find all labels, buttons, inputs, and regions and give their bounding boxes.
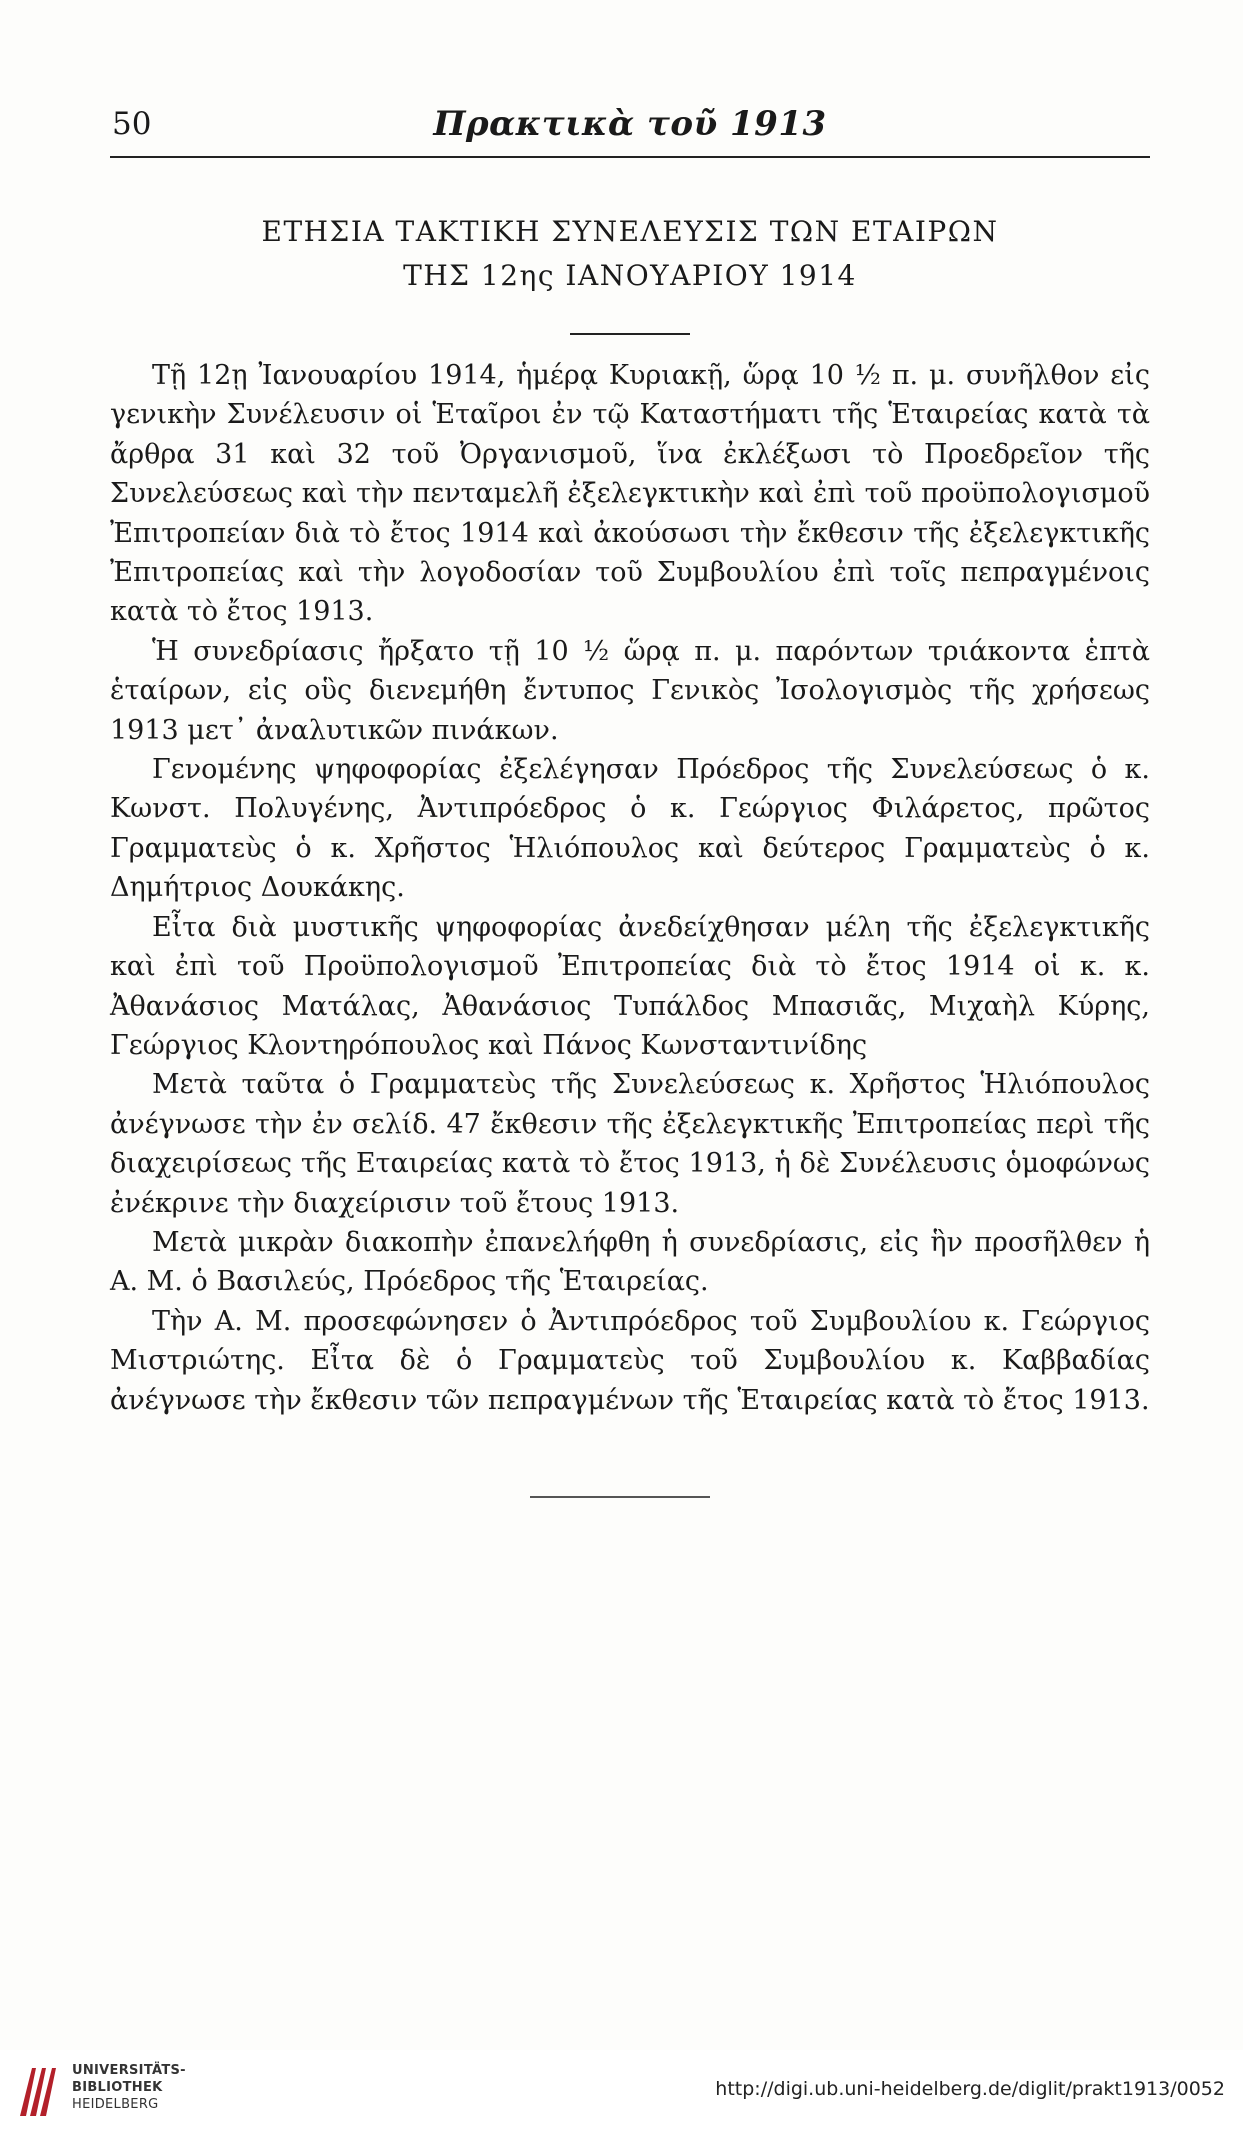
running-title: Πρακτικὰ τοῦ 1913	[433, 104, 827, 144]
paragraph: Μετὰ μικρὰν διακοπὴν ἐπανελήφθη ἡ συνεδρίασις, εἰς ἣν προσῆλθεν ἡ Α. Μ. ὁ Βασιλεύς, Πρόεδρος τῆς Ἑταιρείας.	[110, 1226, 1150, 1298]
section-title	[110, 210, 1150, 298]
page-header	[110, 100, 1150, 150]
title-line-1: ΕΤΗΣΙΑ ΤΑΚΤΙΚΗ ΣΥΝΕΛΕΥΣΙΣ ΤΩΝ ΕΤΑΙΡΩΝ	[261, 215, 999, 248]
title-line-2: ΤΗΣ 12ης ΙΑΝΟΥΑΡΙΟΥ 1914	[403, 259, 857, 292]
source-url-link[interactable]: http://digi.ub.uni-heidelberg.de/diglit/prakt1913/0052	[715, 2078, 1225, 2100]
digitization-footer	[0, 2050, 1243, 2132]
library-name-line: HEIDELBERG	[72, 2097, 159, 2112]
library-name-line: BIBLIOTHEK	[72, 2080, 163, 2095]
title-divider	[570, 333, 690, 335]
paragraph: Εἶτα διὰ μυστικῆς ψηφοφορίας ἀνεδείχθησαν μέλη τῆς ἐξελεγκτικῆς καὶ ἐπὶ τοῦ Προϋπολογισμοῦ Ἐπιτροπείας διὰ τὸ ἔτος 1914 οἱ κ. κ. Ἀθανάσιος Ματάλας, Ἀθανάσιος Τυπάλδος Μπασιᾶς, Μιχαὴλ Κύρης, Γεώργιος Κλοντηρόπουλος καὶ Πάνος Κωνσταντινίδης	[110, 911, 1150, 1061]
library-name-line: UNIVERSITÄTS-	[72, 2063, 186, 2078]
paragraph: Μετὰ ταῦτα ὁ Γραμματεὺς τῆς Συνελεύσεως κ. Χρῆστος Ἡλιόπουλος ἀνέγνωσε τὴν ἐν σελίδ. 47 ἔκθεσιν τῆς ἐξελεγκτικῆς Ἐπιτροπείας περὶ τῆς διαχειρίσεως τῆς Εταιρείας κατὰ τὸ ἔτος 1913, ἡ δὲ Συνέλευσις ὁμοφώνως ἐνέκρινε τὴν διαχείρισιν τοῦ ἔτους 1913.	[110, 1069, 1150, 1219]
paragraph: Γενομένης ψηφοφορίας ἐξελέγησαν Πρόεδρος τῆς Συνελεύσεως ὁ κ. Κωνστ. Πολυγένης, Ἀντιπρόεδρος ὁ κ. Γεώργιος Φιλάρετος, πρῶτος Γραμματεὺς ὁ κ. Χρῆστος Ἡλιόπουλος καὶ δεύτερος Γραμματεὺς ὁ κ. Δημήτριος Δουκάκης.	[110, 754, 1150, 904]
library-logo-icon	[14, 2060, 60, 2122]
paragraph: Τῇ 12ῃ Ἰανουαρίου 1914, ἡμέρᾳ Κυριακῇ, ὥρᾳ 10 ½ π. μ. συνῆλθον εἰς γενικὴν Συνέλευσιν οἱ Ἑταῖροι ἐν τῷ Καταστήματι τῆς Ἑταιρείας κατὰ τὰ ἄρθρα 31 καὶ 32 τοῦ Ὀργανισμοῦ, ἵνα ἐκλέξωσι τὸ Προεδρεῖον τῆς Συνελεύσεως καὶ τὴν πενταμελῆ ἐξελεγκτικὴν καὶ ἐπὶ τοῦ προϋπολογισμοῦ Ἐπιτροπείαν διὰ τὸ ἔτος 1914 καὶ ἀκούσωσι τὴν ἔκθεσιν τῆς ἐξελεγκτικῆς Ἐπιτροπείας καὶ τὴν λογοδοσίαν τοῦ Συμβουλίου ἐπὶ τοῖς πεπραγμένοις κατὰ τὸ ἔτος 1913.	[110, 360, 1150, 628]
paragraph: Τὴν Α. Μ. προσεφώνησεν ὁ Ἀντιπρόεδρος τοῦ Συμβουλίου κ. Γεώργιος Μιστριώτης. Εἶτα δὲ ὁ Γραμματεὺς τοῦ Συμβουλίου κ. Καββαδίας ἀνέγνωσε τὴν ἔκθεσιν τῶν πεπραγμένων τῆς Ἑταιρείας κατὰ τὸ ἔτος 1913.	[110, 1305, 1150, 1416]
header-rule	[110, 156, 1150, 158]
paragraph: Ἡ συνεδρίασις ἤρξατο τῇ 10 ½ ὥρᾳ π. μ. παρόντων τριάκοντα ἑπτὰ ἑταίρων, εἰς οὓς διενεμήθη ἔντυπος Γενικὸς Ἰσολογισμὸς τῆς χρήσεως 1913 μετ᾽ ἀναλυτικῶν πινάκων.	[110, 635, 1150, 746]
body-text	[110, 356, 1150, 1420]
end-divider	[530, 1496, 710, 1498]
page-number: 50	[112, 106, 152, 142]
library-name	[72, 2062, 186, 2113]
